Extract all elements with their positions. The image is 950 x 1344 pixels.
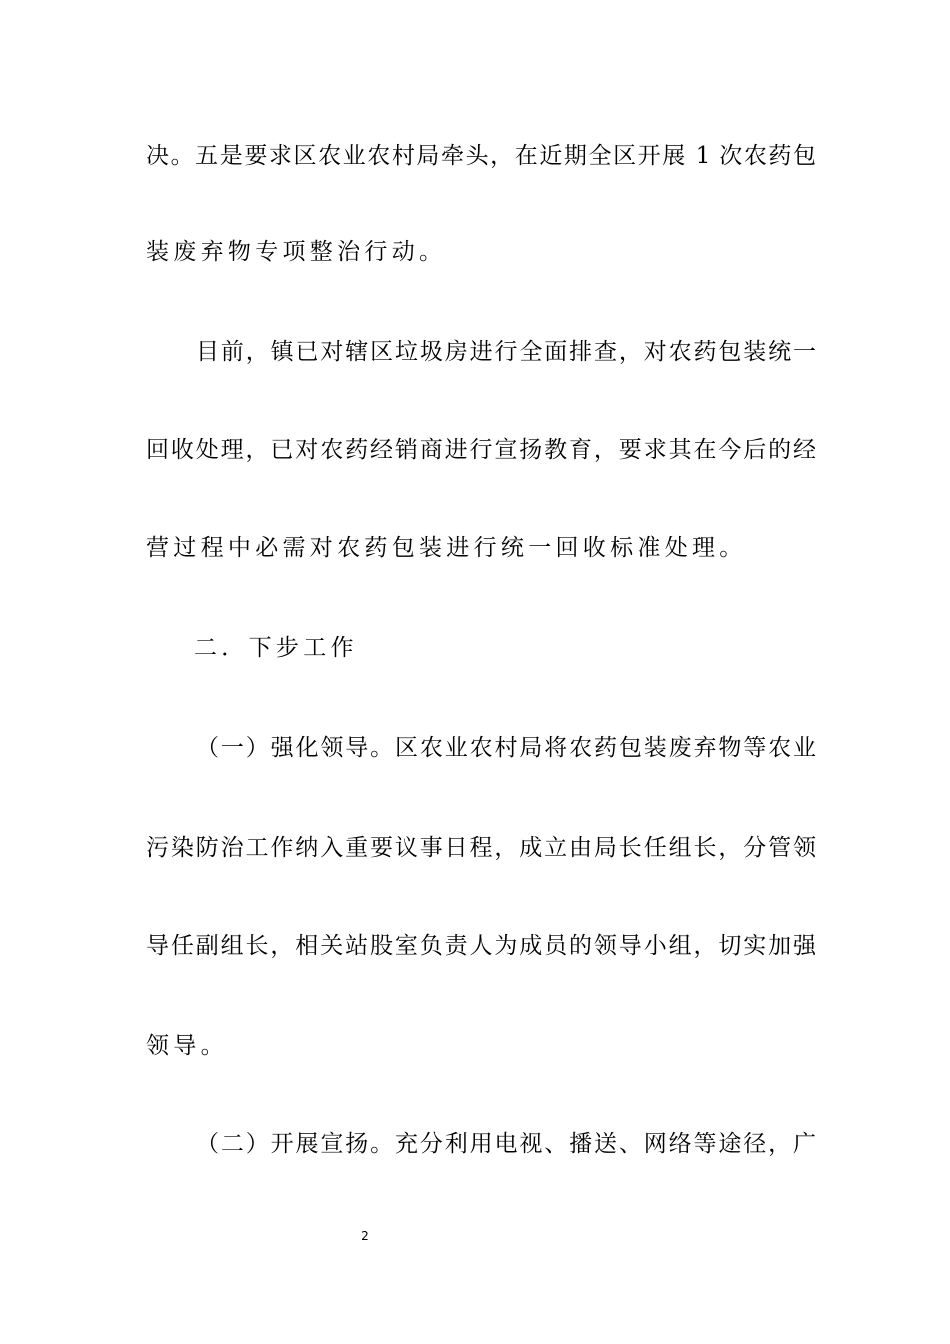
text-line-1: 决。五是要求区农业农村局牵头，在近期全区开展 1 次农药包 [146, 143, 816, 169]
page-number: 2 [361, 1229, 369, 1243]
text-line-8: 污染防治工作纳入重要议事日程，成立由局长任组长，分管领 [146, 835, 816, 861]
section-heading: 二．下步工作 [194, 635, 358, 661]
text-line-2: 装废弃物专项整治行动。 [146, 239, 447, 265]
text-line-5: 营过程中必需对农药包装进行统一回收标准处理。 [146, 535, 747, 561]
text-line-7: （一）强化领导。区农业农村局将农药包装废弃物等农业 [196, 735, 816, 761]
text-line-9: 导任副组长，相关站股室负责人为成员的领导小组，切实加强 [146, 933, 816, 959]
text-line-4: 回收处理，已对农药经销商进行宣扬教育，要求其在今后的经 [146, 437, 816, 463]
text-line-11: （二）开展宣扬。充分利用电视、播送、网络等途径，广 [196, 1131, 816, 1157]
text-line-10: 领导。 [146, 1033, 228, 1059]
text-line-3: 目前，镇已对辖区垃圾房进行全面排查，对农药包装统一 [196, 339, 816, 365]
